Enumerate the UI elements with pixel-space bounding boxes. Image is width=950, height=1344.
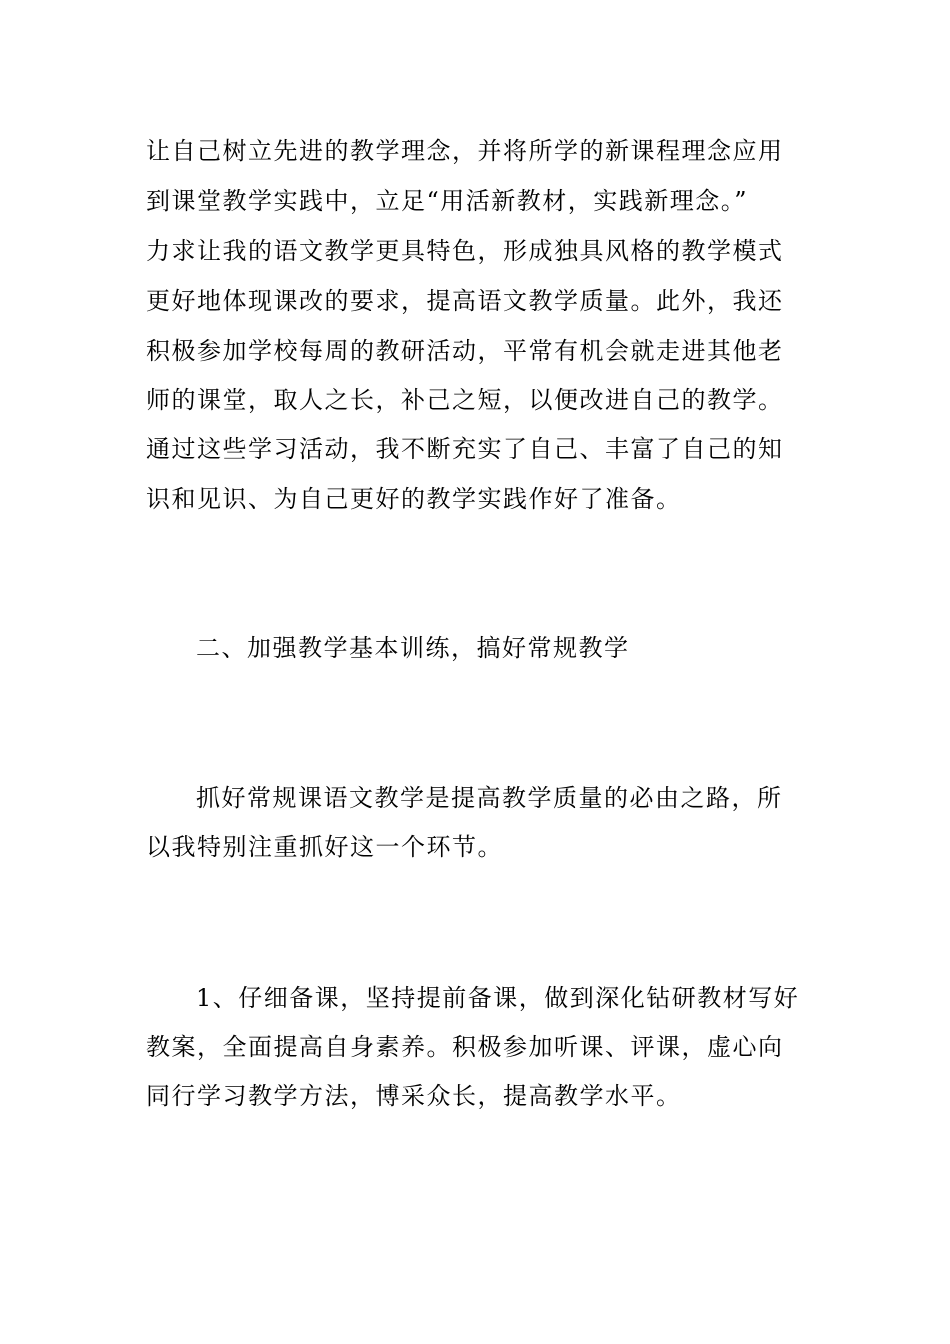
paragraph-line: 力求让我的语文教学更具特色，形成独具风格的教学模式 — [146, 237, 784, 265]
paragraph-line: 教案，全面提高自身素养。积极参加听课、评课，虚心向 — [146, 1033, 784, 1061]
paragraph-line: 师的课堂，取人之长，补己之短，以便改进自己的教学。 — [146, 386, 784, 414]
paragraph-line: 1、仔细备课，坚持提前备课，做到深化钻研教材写好 — [196, 984, 800, 1012]
paragraph-line: 让自己树立先进的教学理念，并将所学的新课程理念应用 — [146, 137, 784, 165]
paragraph-line: 抓好常规课语文教学是提高教学质量的必由之路，所 — [196, 784, 783, 812]
section-heading: 二、加强教学基本训练，搞好常规教学 — [196, 634, 630, 662]
paragraph-line: 通过这些学习活动，我不断充实了自己、丰富了自己的知 — [146, 435, 784, 463]
paragraph-line: 更好地体现课改的要求，提高语文教学质量。此外，我还 — [146, 287, 784, 315]
paragraph-line: 识和见识、为自己更好的教学实践作好了准备。 — [146, 485, 682, 513]
paragraph-line: 积极参加学校每周的教研活动，平常有机会就走进其他老 — [146, 337, 784, 365]
paragraph-line: 以我特别注重抓好这一个环节。 — [146, 833, 503, 861]
paragraph-line: 同行学习教学方法，博采众长，提高教学水平。 — [146, 1082, 682, 1110]
paragraph-line: 到课堂教学实践中，立足“用活新教材，实践新理念。” — [146, 187, 749, 215]
